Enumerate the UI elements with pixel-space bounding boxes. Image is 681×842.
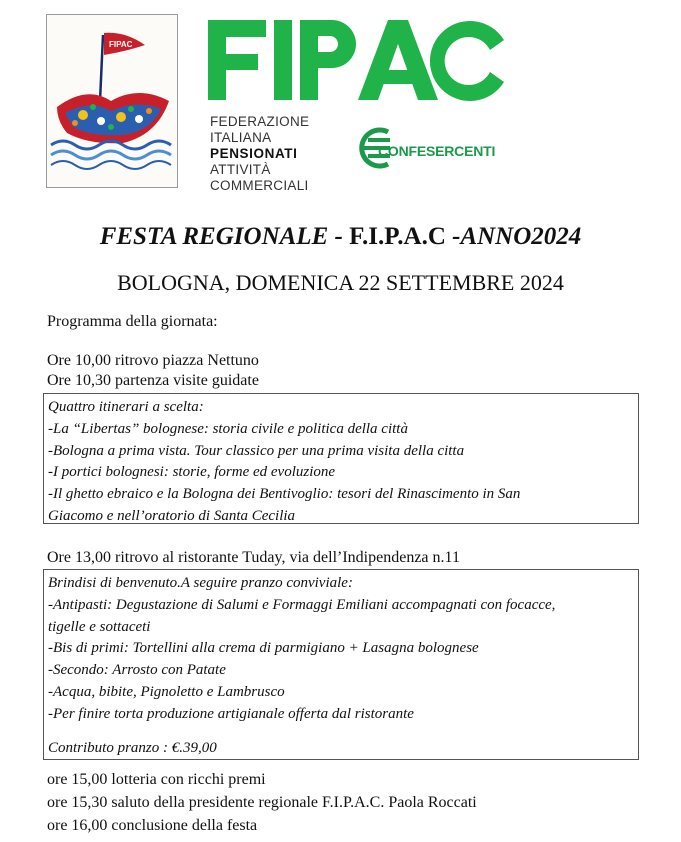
lunch-heading: Ore 13,00 ritrovo al ristorante Tuday, via dell’Indipendenza n.11 (47, 549, 460, 566)
event-date: BOLOGNA, DOMENICA 22 SETTEMBRE 2024 (117, 270, 564, 295)
tour-line: -La “Libertas” bolognese: storia civile e politica della città (48, 420, 408, 437)
menu-box (43, 569, 639, 760)
confesercenti-text: CONFESERCENTI (378, 143, 496, 159)
programma-heading: Programma della giornata: (47, 313, 218, 330)
boat-illustration (47, 15, 177, 187)
menu-line: -Per finire torta produzione artigianale offerta dal ristorante (48, 705, 414, 722)
schedule-line: ore 16,00 conclusione della festa (47, 817, 258, 834)
tours-box (43, 393, 639, 524)
org-line: FEDERAZIONE (210, 114, 310, 129)
schedule-line: Ore 10,30 partenza visite guidate (47, 372, 259, 389)
schedule-line: ore 15,30 saluto della presidente regionale F.I.P.A.C. Paola Roccati (47, 794, 477, 811)
fipac-logo (208, 18, 508, 102)
tour-line: Quattro itinerari a scelta: (48, 399, 204, 415)
tour-line: Giacomo e nell’oratorio di Santa Cecilia (48, 507, 296, 524)
menu-line: Brindisi di benvenuto.A seguire pranzo conviviale: (48, 575, 353, 591)
tour-line: -Bologna a prima vista. Tour classico per una prima visita della citta (48, 442, 465, 459)
organization-name (210, 114, 340, 194)
menu-line: -Acqua, bibite, Pignoletto e Lambrusco (48, 683, 285, 700)
flag-text: FIPAC (109, 40, 133, 49)
menu-line: -Antipasti: Degustazione di Salumi e Formaggi Emiliani accompagnati con focacce, (48, 596, 556, 613)
org-line: ITALIANA (210, 130, 272, 145)
org-line: PENSIONATI (210, 146, 298, 161)
menu-line: -Bis di primi: Tortellini alla crema di parmigiano + Lasagna bolognese (48, 640, 479, 657)
menu-line: -Secondo: Arrosto con Patate (48, 662, 226, 679)
tour-line: -Il ghetto ebraico e la Bologna dei Bentivoglio: tesori del Rinascimento in San (48, 486, 521, 503)
contributo-line: Contributo pranzo : €.39,00 (48, 739, 217, 756)
menu-line: tigelle e sottaceti (48, 618, 151, 635)
page-title (0, 223, 681, 251)
org-line: ATTIVITÀ (210, 162, 271, 177)
title-part: FESTA REGIONALE - (99, 223, 343, 250)
schedule-line: ore 15,00 lotteria con ricchi premi (47, 771, 266, 788)
fipac-wordmark (208, 18, 508, 102)
boat-logo-image (46, 14, 178, 188)
org-line: COMMERCIALI (210, 178, 309, 193)
schedule-line: Ore 10,00 ritrovo piazza Nettuno (47, 352, 259, 369)
tour-line: -I portici bolognesi: storie, forme ed evoluzione (48, 464, 336, 481)
title-part: F.I.P.A.C (349, 223, 446, 250)
title-part: -ANNO2024 (452, 223, 582, 250)
